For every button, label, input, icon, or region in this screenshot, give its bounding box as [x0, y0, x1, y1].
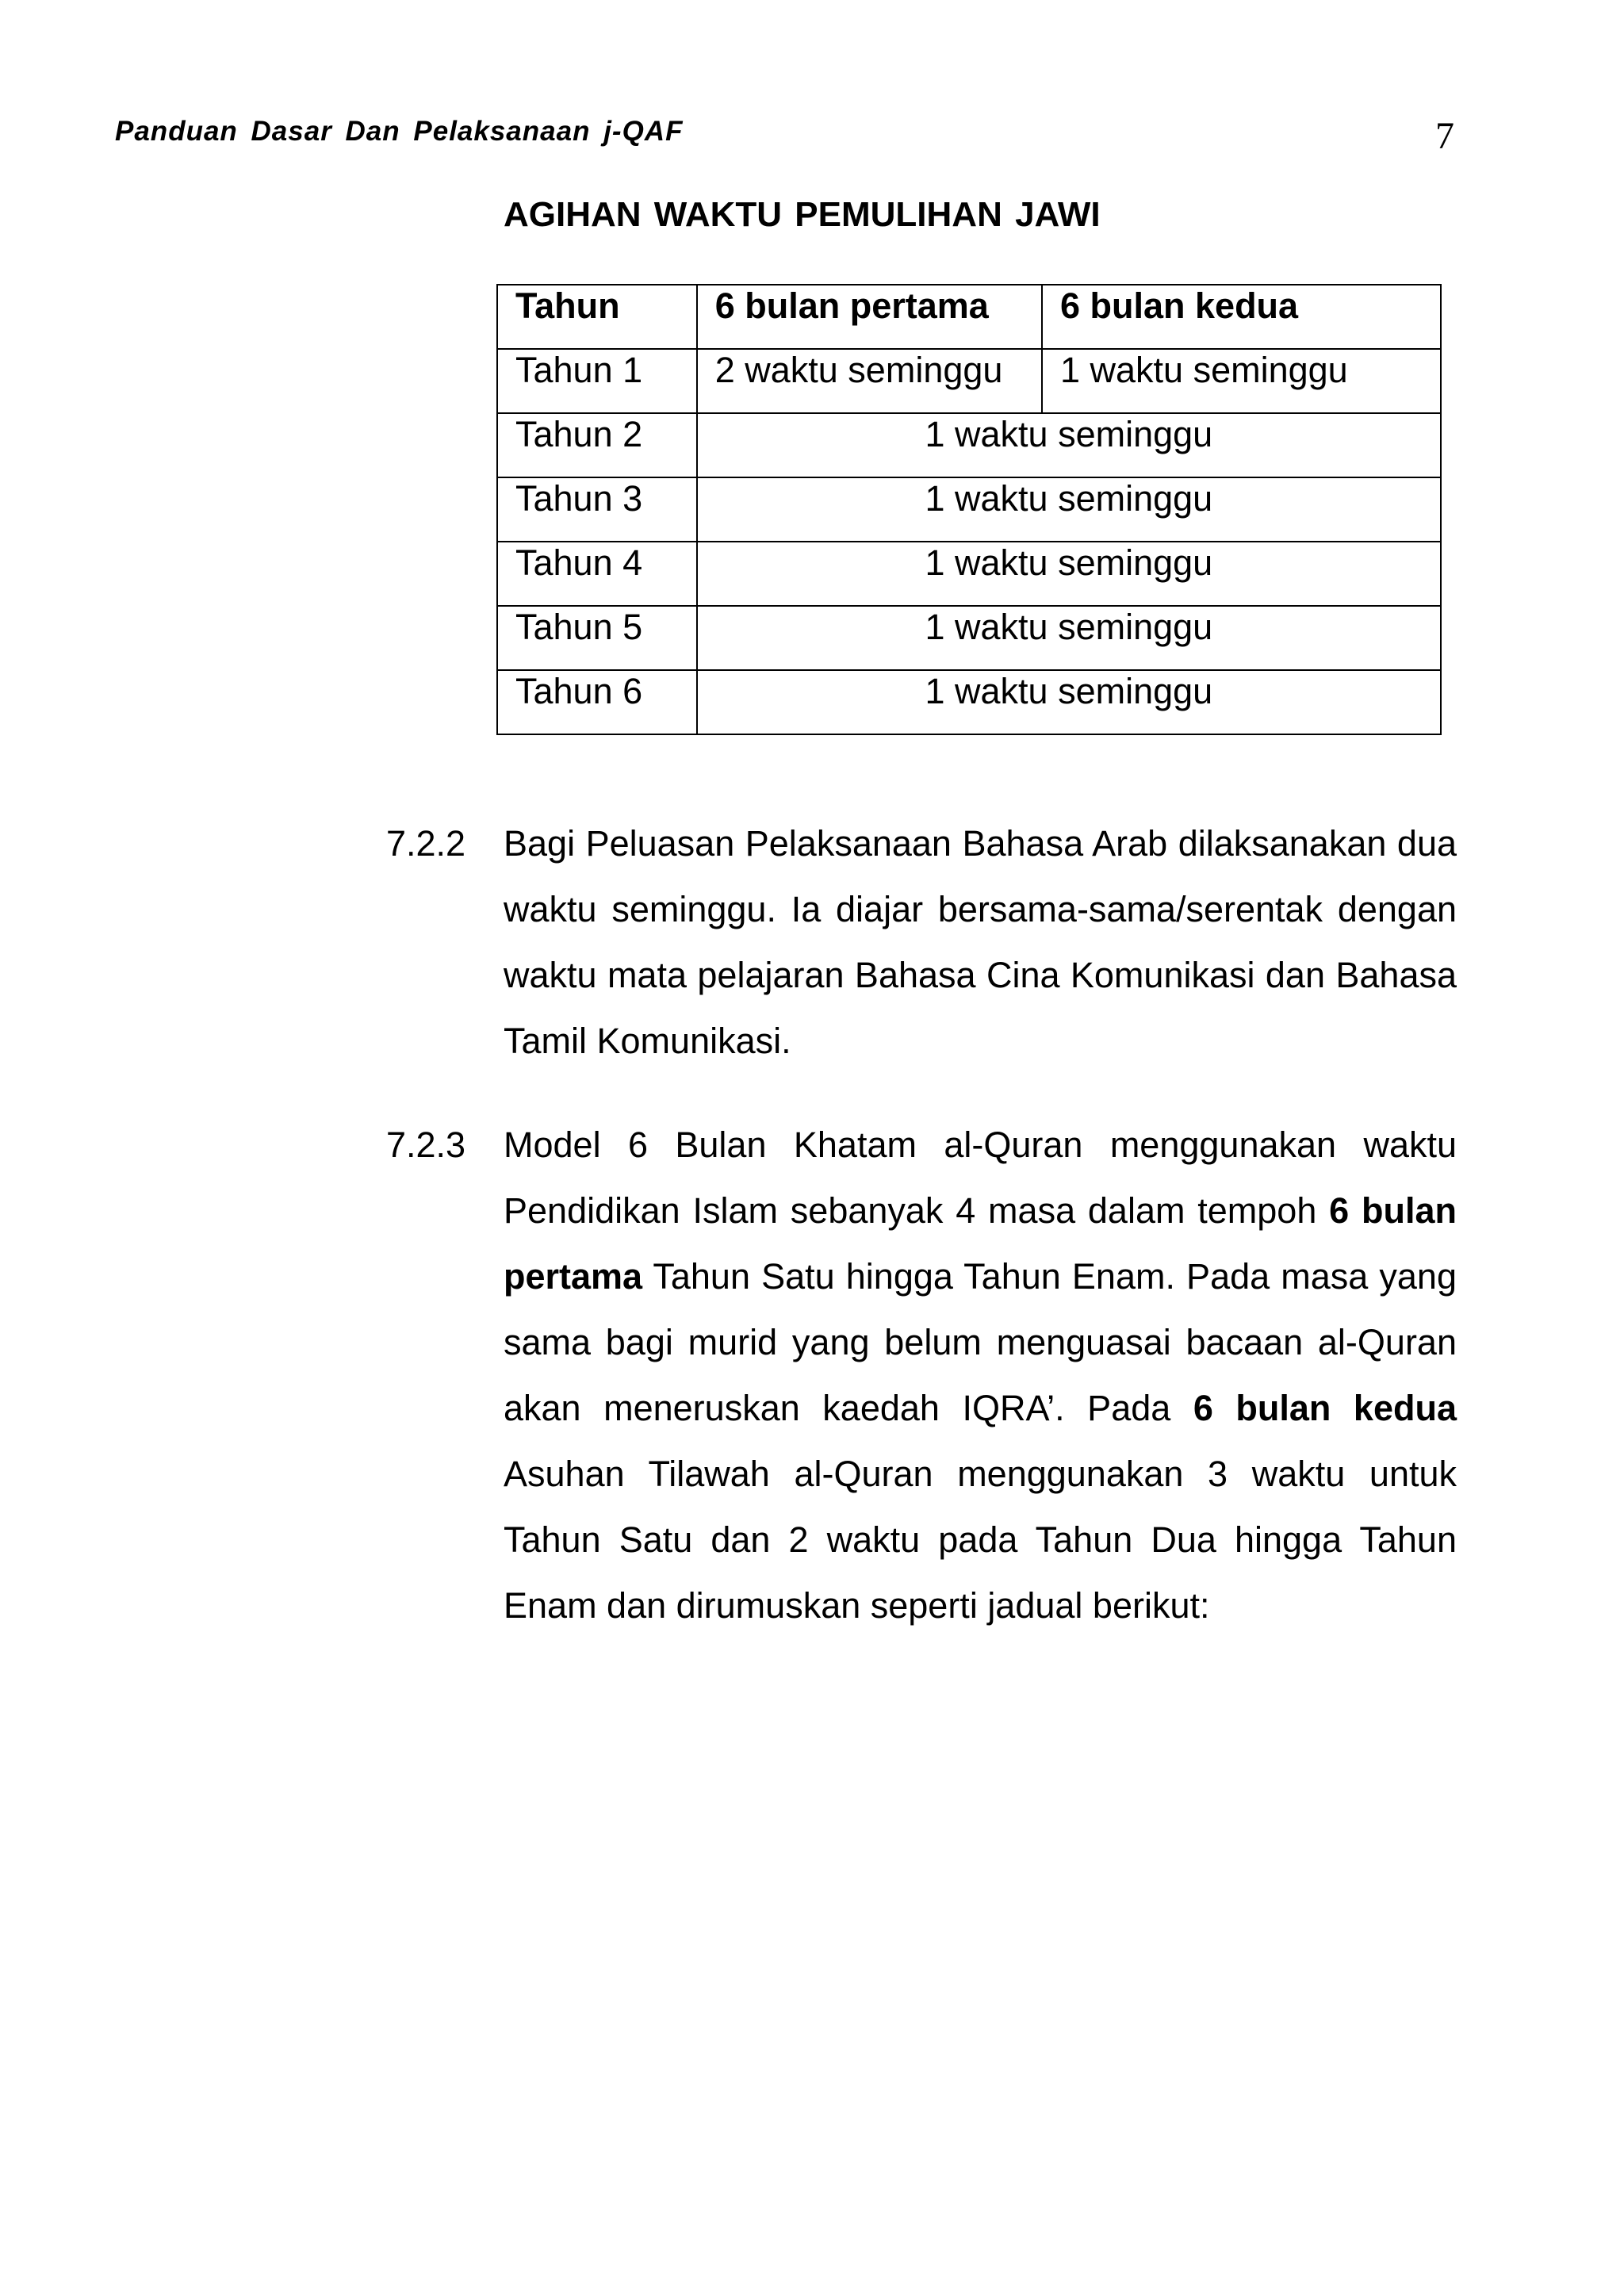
text-run: Asuhan Tilawah al-Quran menggunakan 3 waktu untuk Tahun Satu dan 2 waktu pada Tahun Dua hingga Tahun Enam dan dirumuskan seperti jadual berikut:: [504, 1454, 1457, 1626]
schedule-table: [496, 284, 1442, 735]
column-header: 6 bulan kedua: [1042, 285, 1441, 349]
year-cell: Tahun 5: [497, 606, 697, 670]
table-row: [497, 606, 1441, 670]
year-cell: Tahun 1: [497, 349, 697, 413]
table-row: [497, 413, 1441, 477]
year-cell: Tahun 2: [497, 413, 697, 477]
section-text: Bagi Peluasan Pelaksanaan Bahasa Arab dilaksanakan dua waktu seminggu. Ia diajar bersama-sama/serentak dengan waktu mata pelajaran Bahasa Cina Komunikasi dan Bahasa Tamil Komunikasi.: [504, 823, 1457, 1061]
year-cell: Tahun 4: [497, 542, 697, 606]
merged-period-cell: 1 waktu seminggu: [697, 477, 1441, 542]
table-row: [497, 542, 1441, 606]
merged-period-cell: 1 waktu seminggu: [697, 670, 1441, 734]
merged-period-cell: 1 waktu seminggu: [697, 606, 1441, 670]
section-number: 7.2.2: [386, 823, 466, 864]
first-half-cell: 2 waktu seminggu: [697, 349, 1042, 413]
table-row: [497, 670, 1441, 734]
section-7-2-3: [386, 1112, 1457, 1638]
section-text: [504, 1112, 1457, 1638]
merged-period-cell: 1 waktu seminggu: [697, 413, 1441, 477]
table-title: AGIHAN WAKTU PEMULIHAN JAWI: [504, 195, 1101, 234]
page-number: 7: [1435, 115, 1454, 157]
text-run: Tahun Satu hingga Tahun Enam. Pada masa yang sama bagi murid yang belum menguasai bacaan al-Quran akan meneruskan kaedah IQRA’. Pada: [504, 1256, 1457, 1428]
text-run: Model 6 Bulan Khatam al-Quran menggunakan waktu Pendidikan Islam sebanyak 4 masa dalam tempoh: [504, 1125, 1457, 1231]
column-header: 6 bulan pertama: [697, 285, 1042, 349]
bold-phrase: 6 bulan kedua: [1193, 1388, 1457, 1428]
bold-phrase: 6 bulan pertama: [504, 1190, 1457, 1297]
column-header: Tahun: [497, 285, 697, 349]
year-cell: Tahun 6: [497, 670, 697, 734]
year-cell: Tahun 3: [497, 477, 697, 542]
section-7-2-2: [386, 810, 1457, 1074]
second-half-cell: 1 waktu seminggu: [1042, 349, 1441, 413]
section-number: 7.2.3: [386, 1125, 466, 1165]
running-header: Panduan Dasar Dan Pelaksanaan j-QAF: [115, 116, 684, 147]
table-row: [497, 477, 1441, 542]
merged-period-cell: 1 waktu seminggu: [697, 542, 1441, 606]
table-row: [497, 349, 1441, 413]
table-header-row: [497, 285, 1441, 349]
